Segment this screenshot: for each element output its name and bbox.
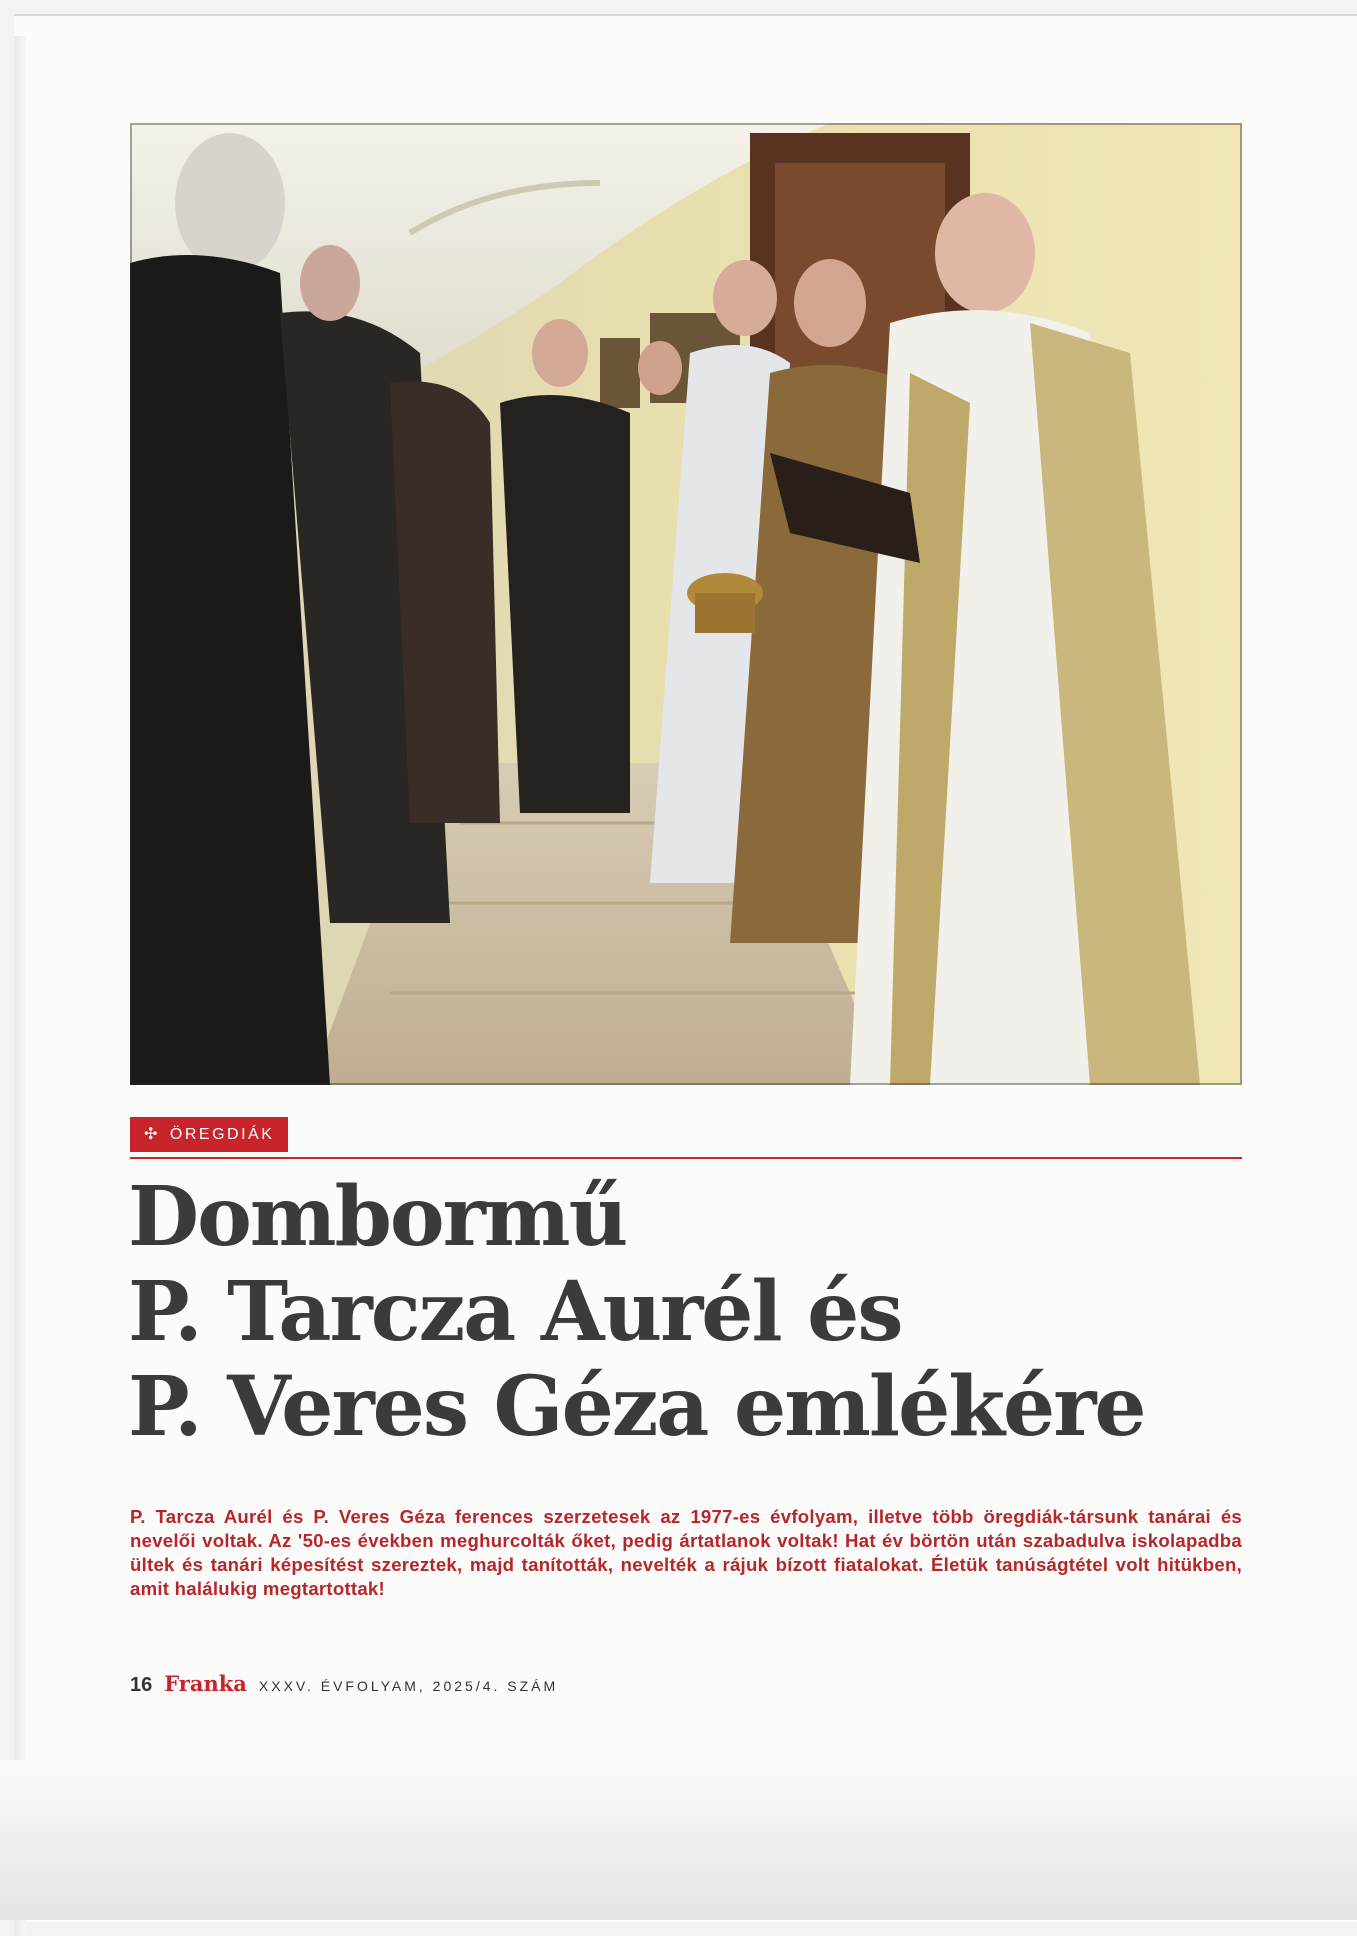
section-label: ÖREGDIÁK xyxy=(169,1126,275,1143)
article-headline xyxy=(128,1170,1248,1455)
page-number: 16 xyxy=(130,1674,153,1696)
scan-bottom-shadow xyxy=(0,1760,1357,1920)
headline-line-3: P. Veres Géza emlékére xyxy=(128,1359,1145,1455)
section-tag xyxy=(130,1117,288,1152)
magazine-name: Franka xyxy=(164,1671,247,1696)
ceremony-photo xyxy=(130,123,1242,1085)
section-divider xyxy=(130,1157,1242,1159)
page-edge-shadow xyxy=(14,36,26,1936)
page-footer xyxy=(130,1671,558,1697)
headline-line-1: Dombormű xyxy=(128,1169,627,1265)
headline-line-2: P. Tarcza Aurél és xyxy=(128,1264,902,1360)
cross-icon: ✣ xyxy=(144,1126,160,1143)
issue-info: XXXV. ÉVFOLYAM, 2025/4. SZÁM xyxy=(258,1678,559,1694)
lead-paragraph: P. Tarcza Aurél és P. Veres Géza ferences szerzetesek az 1977-es évfolyam, illetve több öregdiák-társunk tanárai és nevelői voltak. Az '50-es években meghurcolták őket, pedig ártatlanok voltak! Hat év börtön után szabadulva iskolapadba ültek és tanári képesítést szereztek, majd tanították, nevelték a rájuk bízott fiatalokat. Életük tanúságtétel volt hitükben, amit halálukig megtartottak! xyxy=(130,1506,1242,1599)
